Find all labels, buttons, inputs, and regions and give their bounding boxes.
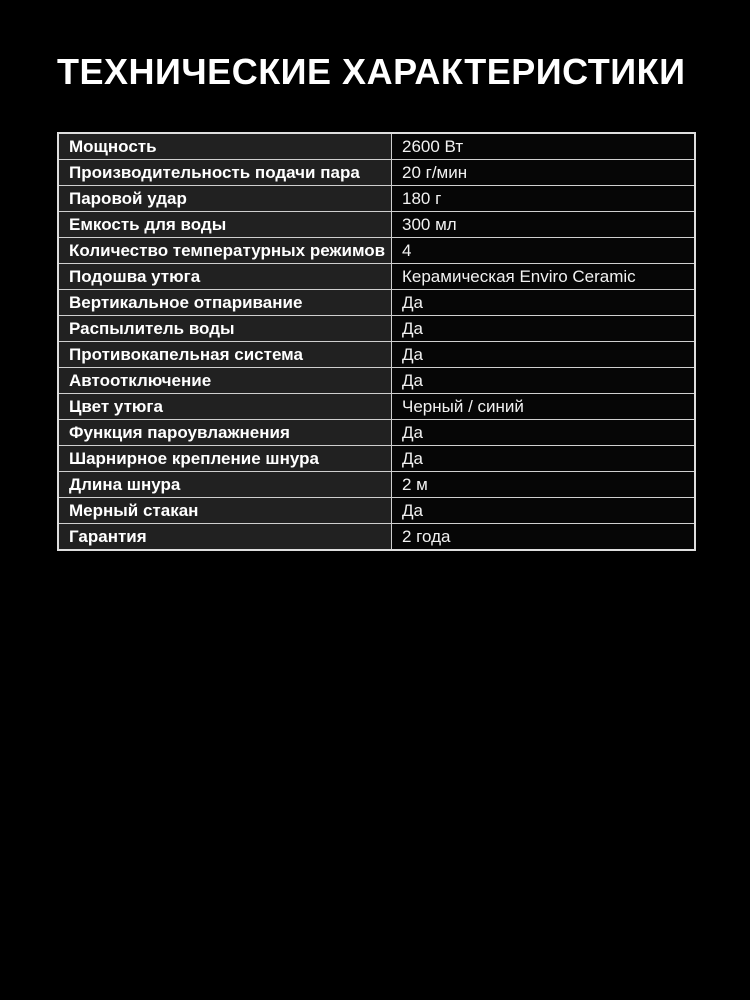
table-row bbox=[58, 393, 695, 419]
table-row bbox=[58, 497, 695, 523]
spec-value: Да bbox=[392, 315, 696, 341]
spec-value: Да bbox=[392, 419, 696, 445]
spec-value: 4 bbox=[392, 237, 696, 263]
spec-value: Черный / синий bbox=[392, 393, 696, 419]
spec-value: Да bbox=[392, 289, 696, 315]
spec-name: Мерный стакан bbox=[58, 497, 392, 523]
spec-name: Длина шнура bbox=[58, 471, 392, 497]
spec-value: Да bbox=[392, 367, 696, 393]
table-row bbox=[58, 523, 695, 550]
spec-name: Противокапельная система bbox=[58, 341, 392, 367]
spec-value: 2 м bbox=[392, 471, 696, 497]
spec-value: 300 мл bbox=[392, 211, 696, 237]
spec-value: 2600 Вт bbox=[392, 133, 696, 160]
table-row bbox=[58, 211, 695, 237]
table-row bbox=[58, 419, 695, 445]
table-row bbox=[58, 445, 695, 471]
spec-name: Распылитель воды bbox=[58, 315, 392, 341]
table-row bbox=[58, 185, 695, 211]
spec-name: Производительность подачи пара bbox=[58, 159, 392, 185]
table-row bbox=[58, 133, 695, 160]
spec-name: Вертикальное отпаривание bbox=[58, 289, 392, 315]
table-row bbox=[58, 367, 695, 393]
spec-name: Количество температурных режимов bbox=[58, 237, 392, 263]
table-row bbox=[58, 315, 695, 341]
table-row bbox=[58, 341, 695, 367]
spec-name: Мощность bbox=[58, 133, 392, 160]
spec-value: Да bbox=[392, 341, 696, 367]
table-row bbox=[58, 289, 695, 315]
page-title: ТЕХНИЧЕСКИЕ ХАРАКТЕРИСТИКИ bbox=[57, 51, 686, 92]
spec-name: Гарантия bbox=[58, 523, 392, 550]
table-row bbox=[58, 159, 695, 185]
spec-value: 20 г/мин bbox=[392, 159, 696, 185]
content-area bbox=[57, 52, 696, 551]
spec-name: Автоотключение bbox=[58, 367, 392, 393]
spec-name: Шарнирное крепление шнура bbox=[58, 445, 392, 471]
spec-name: Функция пароувлажнения bbox=[58, 419, 392, 445]
table-row bbox=[58, 237, 695, 263]
spec-table-body bbox=[58, 133, 695, 550]
spec-name: Подошва утюга bbox=[58, 263, 392, 289]
table-row bbox=[58, 471, 695, 497]
spec-value: Да bbox=[392, 497, 696, 523]
spec-name: Емкость для воды bbox=[58, 211, 392, 237]
spec-name: Цвет утюга bbox=[58, 393, 392, 419]
spec-name: Паровой удар bbox=[58, 185, 392, 211]
spec-value: Да bbox=[392, 445, 696, 471]
spec-value: 180 г bbox=[392, 185, 696, 211]
table-row bbox=[58, 263, 695, 289]
spec-table bbox=[57, 132, 696, 551]
spec-value: Керамическая Enviro Ceramic bbox=[392, 263, 696, 289]
spec-value: 2 года bbox=[392, 523, 696, 550]
